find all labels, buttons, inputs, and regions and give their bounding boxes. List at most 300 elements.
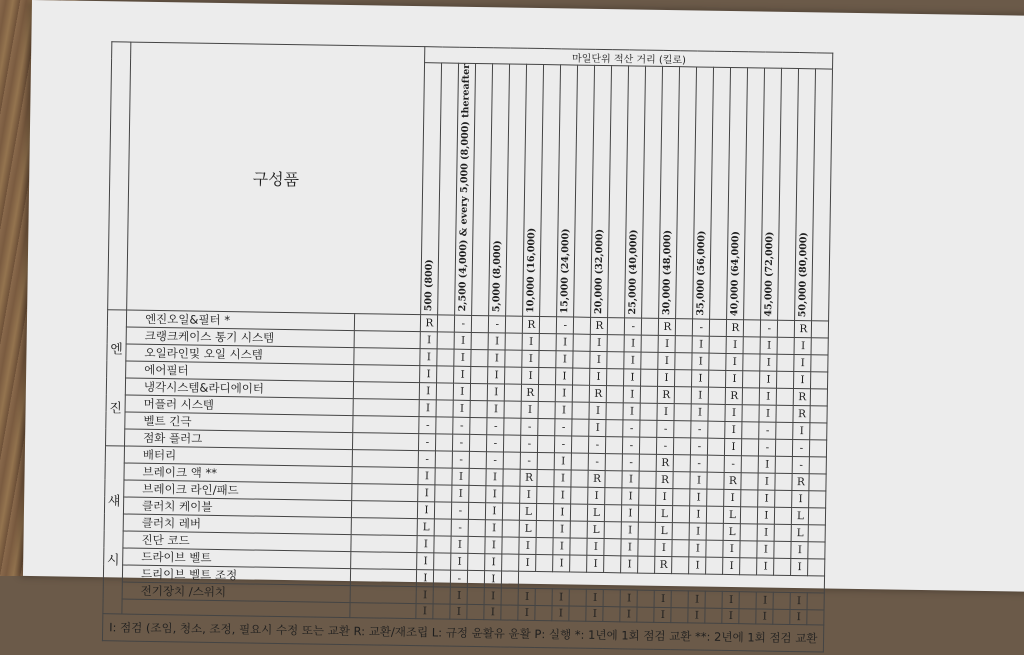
schedule-value: I xyxy=(553,554,570,571)
value-spacer xyxy=(501,605,518,620)
schedule-value: I xyxy=(689,539,706,556)
value-spacer xyxy=(436,416,453,433)
value-spacer xyxy=(675,386,692,403)
schedule-value: I xyxy=(556,350,573,367)
component-name: 점화 플러그 xyxy=(125,429,354,450)
value-spacer xyxy=(776,456,793,473)
value-spacer xyxy=(742,404,759,421)
schedule-value: I xyxy=(756,609,773,624)
schedule-value: - xyxy=(657,437,674,454)
value-spacer xyxy=(471,332,488,349)
schedule-value: - xyxy=(452,519,469,536)
component-name: 드라이브 벨트 xyxy=(123,548,352,569)
schedule-value: I xyxy=(794,371,811,388)
component-name: 배터리 xyxy=(124,446,353,467)
notes-cell xyxy=(354,347,420,365)
schedule-value: I xyxy=(757,541,774,558)
schedule-value: I xyxy=(488,366,505,383)
schedule-value: I xyxy=(794,337,811,354)
schedule-value: I xyxy=(586,606,603,621)
value-spacer xyxy=(505,333,522,350)
component-name: 벨트 긴극 xyxy=(125,412,354,433)
schedule-value: - xyxy=(487,451,504,468)
schedule-value: L xyxy=(724,506,741,523)
column-header-label: 500 (800) xyxy=(423,258,436,311)
schedule-value: I xyxy=(416,586,433,603)
schedule-value: I xyxy=(451,536,468,553)
schedule-value: I xyxy=(454,366,471,383)
component-name: 오일라인및 오일 시스템 xyxy=(126,344,355,365)
schedule-value: I xyxy=(453,400,470,417)
value-spacer xyxy=(604,555,621,572)
component-name: 전기장치 /스위치 xyxy=(122,582,351,603)
value-spacer xyxy=(437,366,454,383)
value-spacer xyxy=(639,471,656,488)
value-spacer xyxy=(705,591,722,608)
schedule-value: I xyxy=(417,535,434,552)
value-spacer xyxy=(809,473,826,490)
value-spacer xyxy=(471,366,488,383)
value-spacer xyxy=(572,419,589,436)
schedule-value: I xyxy=(758,490,775,507)
value-spacer xyxy=(433,586,450,603)
column-header-label: 40,000 (64,000) xyxy=(729,230,742,316)
value-spacer xyxy=(539,384,556,401)
schedule-value: R xyxy=(656,471,673,488)
value-spacer xyxy=(707,523,724,540)
notes-cell xyxy=(351,534,417,552)
schedule-value: R xyxy=(655,556,672,573)
value-spacer xyxy=(606,453,623,470)
schedule-value: R xyxy=(795,320,812,337)
schedule-value: I xyxy=(620,606,637,621)
schedule-value: - xyxy=(455,315,472,332)
value-spacer xyxy=(708,421,725,438)
value-spacer xyxy=(606,436,623,453)
value-spacer xyxy=(708,404,725,421)
value-spacer xyxy=(467,587,484,604)
value-spacer xyxy=(535,588,552,605)
schedule-value: I xyxy=(790,609,807,624)
value-spacer xyxy=(504,401,521,418)
notes-cell xyxy=(353,449,419,467)
schedule-value: I xyxy=(760,354,777,371)
schedule-value: - xyxy=(625,317,642,334)
value-spacer xyxy=(743,336,760,353)
schedule-value: I xyxy=(420,382,437,399)
value-spacer xyxy=(744,319,761,336)
value-spacer xyxy=(504,435,521,452)
schedule-value: I xyxy=(419,399,436,416)
value-spacer xyxy=(775,490,792,507)
schedule-value: - xyxy=(555,435,572,452)
schedule-value: I xyxy=(624,351,641,368)
schedule-value: I xyxy=(521,401,538,418)
schedule-value: L xyxy=(520,520,537,537)
value-spacer xyxy=(809,490,826,507)
schedule-value: I xyxy=(658,352,675,369)
schedule-value: R xyxy=(591,317,608,334)
section-label-char: 엔 xyxy=(110,342,123,358)
schedule-value: R xyxy=(724,472,741,489)
schedule-value: I xyxy=(622,521,639,538)
schedule-value: R xyxy=(421,314,438,331)
column-header-label: 5,000 (8,000) xyxy=(491,240,504,313)
value-spacer xyxy=(811,371,828,388)
schedule-value: R xyxy=(520,469,537,486)
schedule-value: I xyxy=(654,607,671,622)
schedule-value: I xyxy=(417,569,434,586)
value-spacer xyxy=(605,521,622,538)
schedule-value: I xyxy=(586,589,603,606)
value-spacer xyxy=(673,488,690,505)
schedule-value: I xyxy=(756,592,773,609)
value-spacer xyxy=(538,401,555,418)
schedule-value: I xyxy=(790,592,807,609)
value-spacer xyxy=(537,469,554,486)
notes-cell xyxy=(353,398,419,416)
value-spacer xyxy=(504,418,521,435)
value-spacer xyxy=(776,422,793,439)
value-spacer xyxy=(638,539,655,556)
value-spacer xyxy=(706,540,723,557)
notes-cell xyxy=(352,500,418,518)
value-spacer xyxy=(604,538,621,555)
component-title: 구성품 xyxy=(127,42,426,314)
value-spacer xyxy=(437,383,454,400)
value-spacer xyxy=(603,589,620,606)
value-spacer xyxy=(773,592,790,609)
value-spacer xyxy=(777,354,794,371)
schedule-value: I xyxy=(418,467,435,484)
schedule-value: I xyxy=(760,371,777,388)
value-spacer xyxy=(472,315,489,332)
schedule-value: I xyxy=(555,452,572,469)
value-spacer xyxy=(607,334,624,351)
schedule-value: I xyxy=(621,538,638,555)
value-spacer xyxy=(470,400,487,417)
value-spacer xyxy=(467,604,484,619)
value-spacer xyxy=(808,558,825,575)
value-spacer xyxy=(504,452,521,469)
schedule-value: R xyxy=(794,388,811,405)
schedule-value: I xyxy=(554,520,571,537)
value-spacer xyxy=(540,316,557,333)
value-spacer xyxy=(640,437,657,454)
schedule-value: - xyxy=(521,452,538,469)
schedule-value: I xyxy=(622,470,639,487)
schedule-value: I xyxy=(723,540,740,557)
value-spacer xyxy=(536,537,553,554)
value-spacer xyxy=(573,385,590,402)
schedule-value: - xyxy=(453,451,470,468)
schedule-value: I xyxy=(792,490,809,507)
schedule-value: R xyxy=(522,384,539,401)
schedule-value: I xyxy=(519,537,536,554)
schedule-value: I xyxy=(690,505,707,522)
value-spacer xyxy=(707,489,724,506)
value-spacer xyxy=(470,434,487,451)
value-spacer xyxy=(571,487,588,504)
value-spacer xyxy=(539,367,556,384)
schedule-value: I xyxy=(759,405,776,422)
schedule-value: I xyxy=(724,489,741,506)
schedule-value: I xyxy=(692,353,709,370)
schedule-value: I xyxy=(621,555,638,572)
schedule-value: I xyxy=(624,368,641,385)
value-spacer xyxy=(572,402,589,419)
value-spacer xyxy=(535,605,552,620)
schedule-value: I xyxy=(658,369,675,386)
schedule-value: I xyxy=(451,553,468,570)
value-spacer xyxy=(573,351,590,368)
schedule-value: - xyxy=(623,419,640,436)
schedule-value: I xyxy=(689,556,706,573)
schedule-value: I xyxy=(590,368,607,385)
schedule-value: I xyxy=(518,588,535,605)
value-spacer xyxy=(505,367,522,384)
value-spacer xyxy=(435,467,452,484)
schedule-value: I xyxy=(450,587,467,604)
value-spacer xyxy=(503,520,520,537)
schedule-value: - xyxy=(489,315,506,332)
value-spacer xyxy=(811,337,828,354)
value-spacer xyxy=(776,439,793,456)
schedule-value: I xyxy=(726,336,743,353)
value-spacer xyxy=(705,608,722,623)
value-spacer xyxy=(640,420,657,437)
value-spacer xyxy=(778,320,795,337)
schedule-value: I xyxy=(692,387,709,404)
value-spacer xyxy=(708,438,725,455)
schedule-value: I xyxy=(793,422,810,439)
notes-cell xyxy=(354,330,420,348)
schedule-value: R xyxy=(590,385,607,402)
schedule-value: R xyxy=(659,318,676,335)
schedule-value: - xyxy=(452,502,469,519)
schedule-value: I xyxy=(757,558,774,575)
value-spacer xyxy=(641,386,658,403)
schedule-value: I xyxy=(484,604,501,619)
schedule-value: - xyxy=(419,416,436,433)
value-spacer xyxy=(571,470,588,487)
notes-cell xyxy=(352,483,418,501)
value-spacer xyxy=(640,403,657,420)
value-spacer xyxy=(469,485,486,502)
value-spacer xyxy=(468,570,485,587)
component-name: 브레이크 액 ** xyxy=(124,463,353,484)
notes-cell xyxy=(352,517,418,535)
schedule-value: I xyxy=(556,367,573,384)
schedule-value: - xyxy=(589,453,606,470)
schedule-value: L xyxy=(588,504,605,521)
value-spacer xyxy=(673,522,690,539)
value-spacer xyxy=(437,332,454,349)
value-spacer xyxy=(505,350,522,367)
schedule-value: I xyxy=(688,607,705,622)
schedule-value: I xyxy=(420,331,437,348)
value-spacer xyxy=(774,541,791,558)
schedule-value: I xyxy=(725,438,742,455)
value-spacer xyxy=(470,417,487,434)
value-spacer xyxy=(640,454,657,471)
schedule-value: - xyxy=(589,436,606,453)
schedule-value: I xyxy=(622,487,639,504)
value-spacer xyxy=(607,385,624,402)
notes-cell xyxy=(354,364,420,382)
value-spacer xyxy=(505,384,522,401)
value-spacer xyxy=(434,569,451,586)
value-spacer xyxy=(675,352,692,369)
value-spacer xyxy=(470,451,487,468)
schedule-value: L xyxy=(656,505,673,522)
component-name: 브레이크 라인/패드 xyxy=(124,480,353,501)
schedule-value: L xyxy=(656,522,673,539)
schedule-value: I xyxy=(552,588,569,605)
value-spacer xyxy=(573,368,590,385)
schedule-value: I xyxy=(418,484,435,501)
column-header-label: 30,000 (48,000) xyxy=(661,229,674,315)
schedule-value: - xyxy=(521,418,538,435)
value-spacer xyxy=(468,536,485,553)
schedule-value: I xyxy=(722,608,739,623)
value-spacer xyxy=(777,337,794,354)
value-spacer xyxy=(776,405,793,422)
schedule-value: I xyxy=(486,502,503,519)
schedule-value: I xyxy=(620,589,637,606)
value-spacer xyxy=(639,522,656,539)
notes-cell xyxy=(351,568,417,586)
schedule-value: - xyxy=(793,439,810,456)
value-spacer xyxy=(471,383,488,400)
schedule-value: I xyxy=(454,349,471,366)
column-header-label: 2,500 (4,000) & every 5,000 (8,000) thereafter xyxy=(457,63,473,312)
notes-cell xyxy=(355,313,421,331)
value-spacer xyxy=(569,589,586,606)
value-spacer xyxy=(469,502,486,519)
value-spacer xyxy=(605,487,622,504)
value-spacer xyxy=(742,438,759,455)
column-header-label: 45,000 (72,000) xyxy=(763,231,776,317)
schedule-value: I xyxy=(420,365,437,382)
column-header-label: 10,000 (16,000) xyxy=(525,227,538,313)
schedule-value: I xyxy=(760,337,777,354)
schedule-value: I xyxy=(690,522,707,539)
schedule-value: L xyxy=(792,507,809,524)
component-name: 클러치 레버 xyxy=(123,514,352,535)
section-label xyxy=(106,309,127,445)
schedule-value: I xyxy=(654,590,671,607)
value-spacer xyxy=(743,370,760,387)
schedule-value: L xyxy=(792,524,809,541)
schedule-value: I xyxy=(518,605,535,620)
value-spacer xyxy=(570,538,587,555)
value-spacer xyxy=(605,470,622,487)
schedule-value: I xyxy=(688,590,705,607)
schedule-value: I xyxy=(791,558,808,575)
schedule-value: I xyxy=(723,557,740,574)
column-header-label: 15,000 (24,000) xyxy=(559,227,572,314)
schedule-value: I xyxy=(452,468,469,485)
value-spacer xyxy=(639,488,656,505)
value-spacer xyxy=(539,333,556,350)
value-spacer xyxy=(674,454,691,471)
value-spacer xyxy=(605,504,622,521)
schedule-value: - xyxy=(759,439,776,456)
schedule-value: I xyxy=(692,370,709,387)
value-spacer xyxy=(572,453,589,470)
schedule-value: I xyxy=(760,388,777,405)
value-spacer xyxy=(674,403,691,420)
value-spacer xyxy=(607,351,624,368)
notes-cell xyxy=(350,602,416,618)
schedule-value: R xyxy=(792,473,809,490)
value-spacer xyxy=(501,588,518,605)
value-spacer xyxy=(502,537,519,554)
schedule-value: I xyxy=(692,336,709,353)
value-spacer xyxy=(572,436,589,453)
value-spacer xyxy=(774,558,791,575)
schedule-value: R xyxy=(726,387,743,404)
value-spacer xyxy=(502,571,519,588)
schedule-value: I xyxy=(485,553,502,570)
value-spacer xyxy=(538,435,555,452)
schedule-value: I xyxy=(691,404,708,421)
schedule-value: I xyxy=(454,383,471,400)
value-spacer xyxy=(777,371,794,388)
value-spacer xyxy=(810,422,827,439)
value-spacer xyxy=(672,539,689,556)
schedule-value: I xyxy=(450,604,467,619)
schedule-value: I xyxy=(758,507,775,524)
schedule-value: - xyxy=(623,436,640,453)
schedule-value: I xyxy=(553,537,570,554)
value-spacer xyxy=(639,505,656,522)
value-spacer xyxy=(435,501,452,518)
value-spacer xyxy=(709,387,726,404)
schedule-value: I xyxy=(484,587,501,604)
schedule-value: I xyxy=(690,488,707,505)
value-spacer xyxy=(775,473,792,490)
component-name: 머플러 시스템 xyxy=(125,395,354,416)
value-spacer xyxy=(642,318,659,335)
value-spacer xyxy=(709,353,726,370)
value-spacer xyxy=(773,609,790,624)
schedule-value: I xyxy=(556,333,573,350)
schedule-value: - xyxy=(419,450,436,467)
schedule-value: I xyxy=(590,351,607,368)
schedule-value: - xyxy=(693,319,710,336)
value-spacer xyxy=(438,315,455,332)
value-spacer xyxy=(433,603,450,618)
schedule-value: I xyxy=(588,487,605,504)
value-spacer xyxy=(536,554,553,571)
value-spacer xyxy=(708,455,725,472)
value-spacer xyxy=(503,486,520,503)
schedule-value: I xyxy=(758,473,775,490)
component-name: 에어필터 xyxy=(126,361,355,382)
value-spacer xyxy=(671,607,688,622)
value-spacer xyxy=(436,450,453,467)
component-name: 엔진오일&필터 * xyxy=(126,310,355,331)
schedule-value: - xyxy=(725,455,742,472)
notes-cell xyxy=(353,432,419,450)
value-spacer xyxy=(637,590,654,607)
value-spacer xyxy=(808,524,825,541)
value-spacer xyxy=(570,555,587,572)
value-spacer xyxy=(435,518,452,535)
schedule-value: R xyxy=(588,470,605,487)
